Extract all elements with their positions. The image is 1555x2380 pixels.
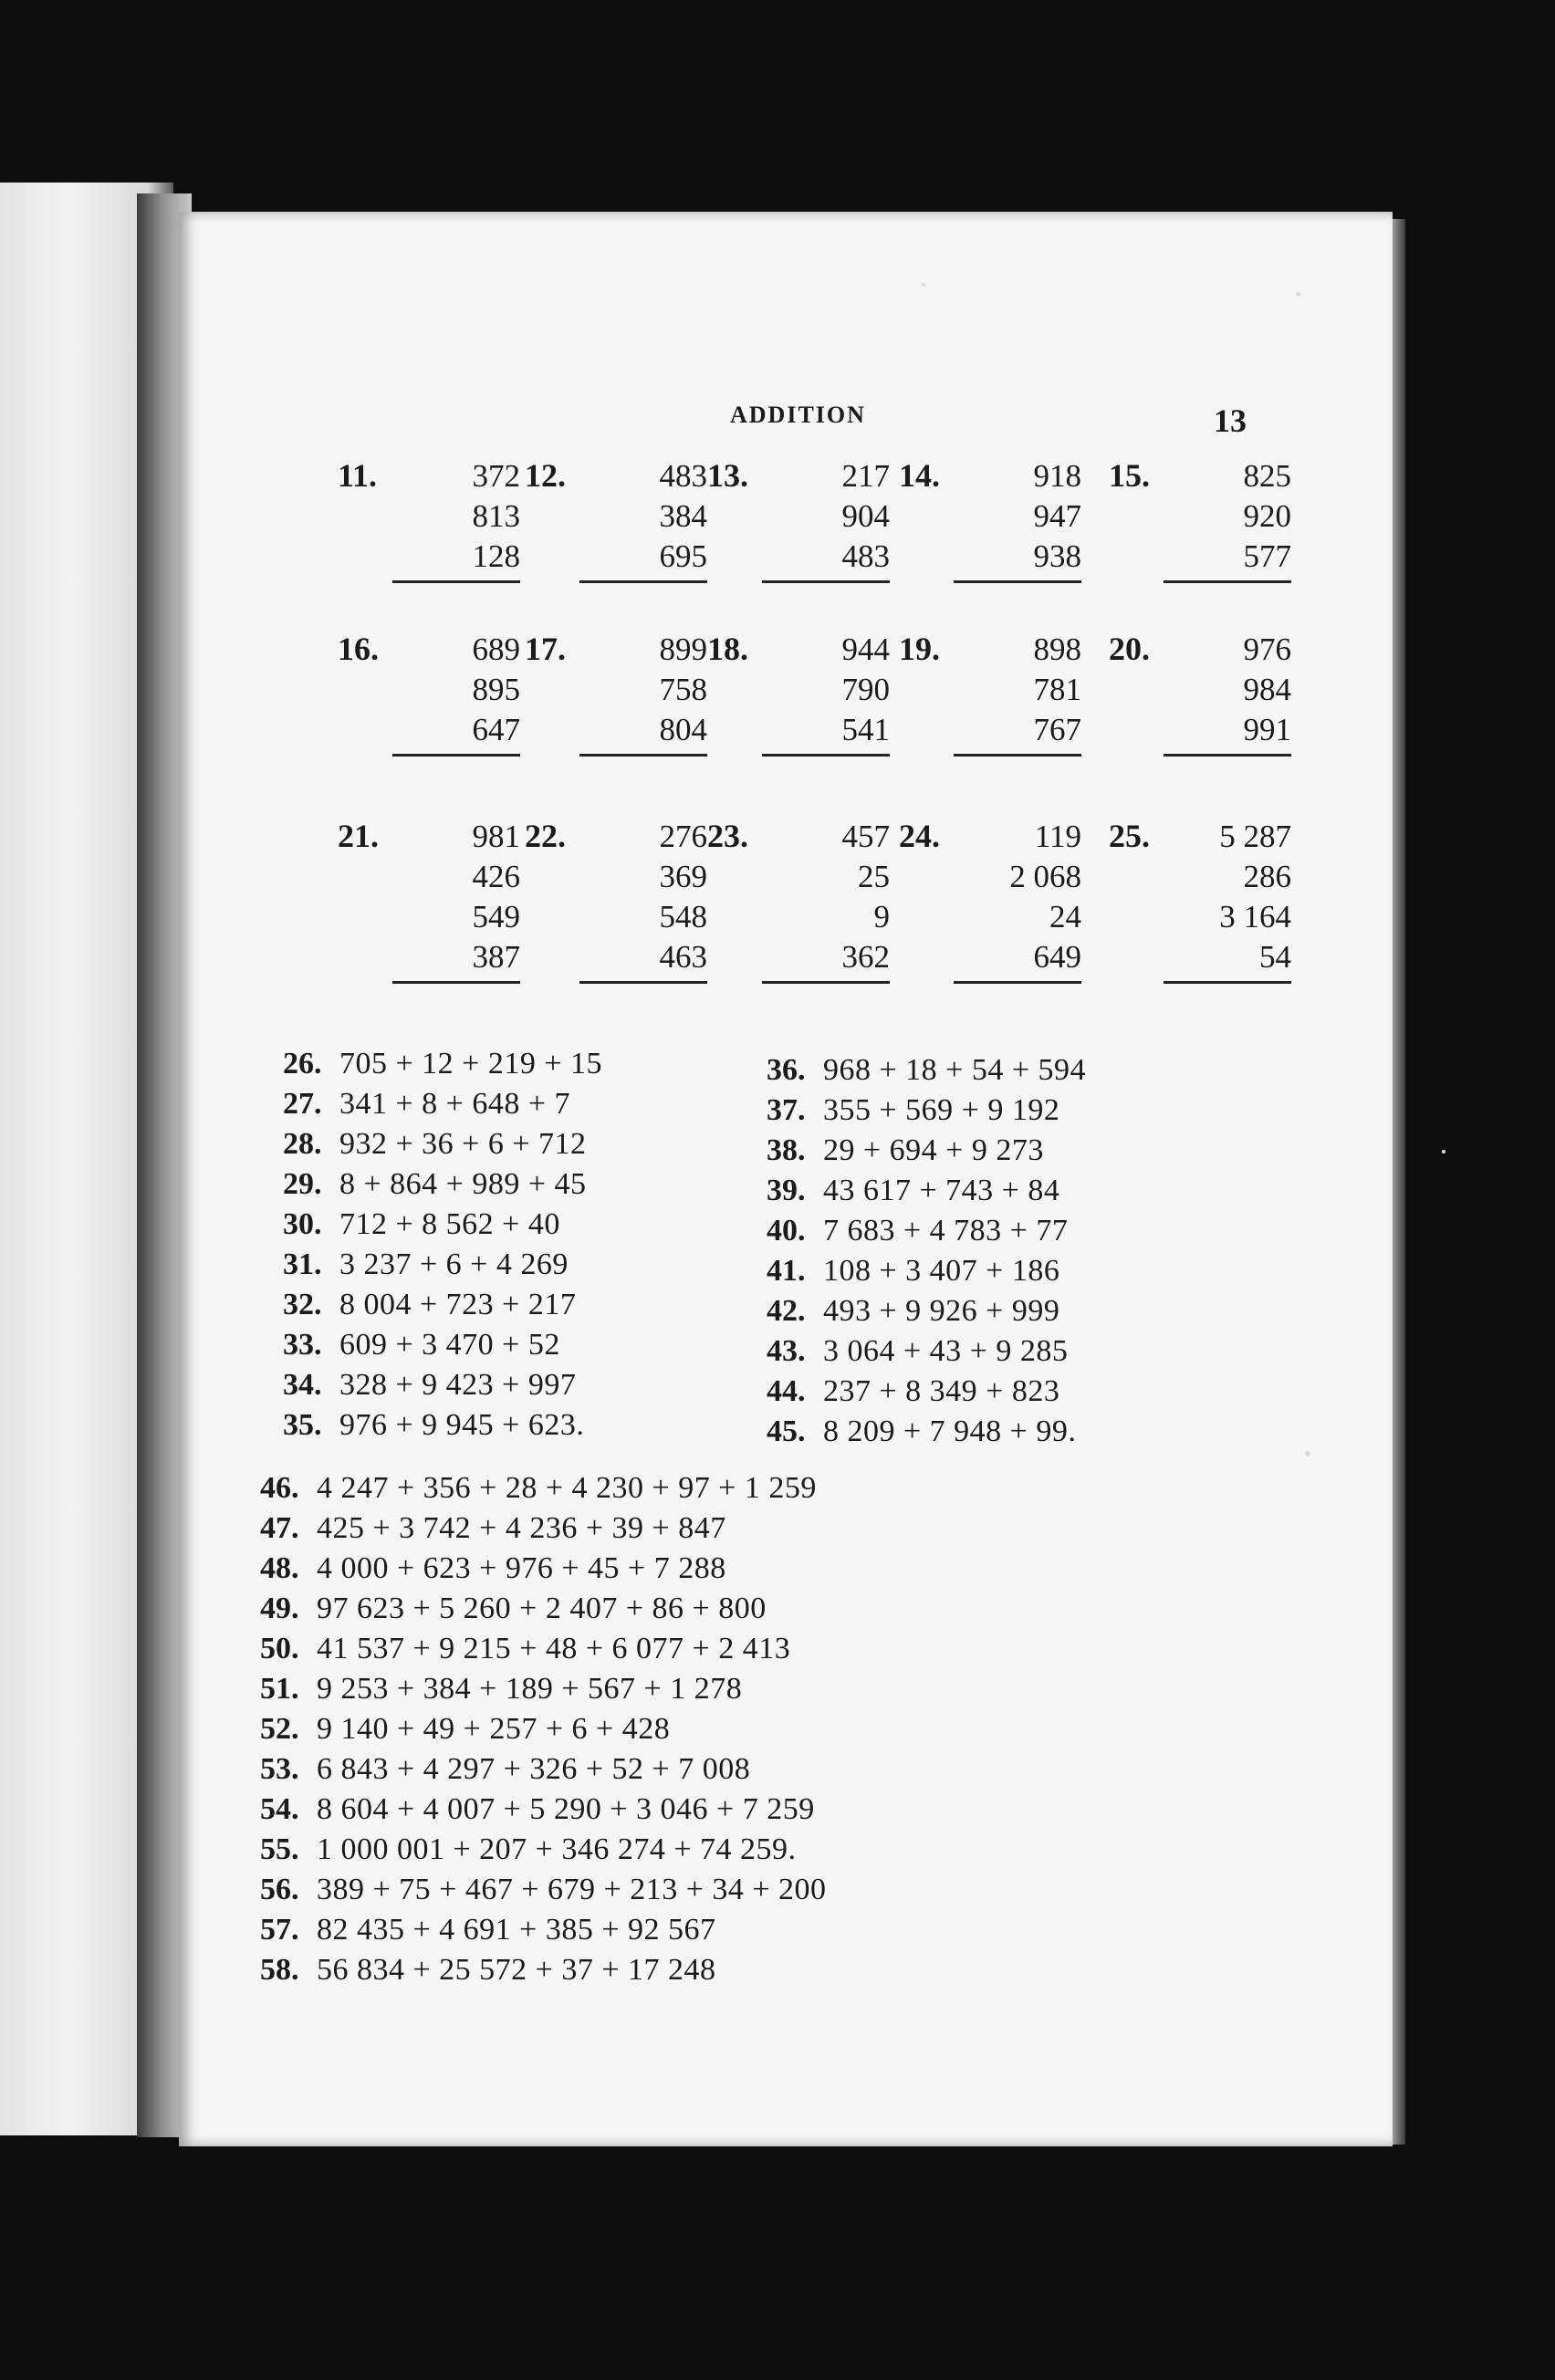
addend: 5 287 xyxy=(1219,819,1291,854)
addend-stack xyxy=(954,817,1081,984)
problem-number: 15. xyxy=(1109,457,1150,494)
addend: 549 xyxy=(472,899,520,934)
addend: 898 xyxy=(1033,632,1081,667)
problem-expression: 8 + 864 + 989 + 45 xyxy=(339,1167,587,1201)
problem-number: 18. xyxy=(707,631,748,667)
problem-expression: 97 623 + 5 260 + 2 407 + 86 + 800 xyxy=(317,1592,767,1625)
row-problem xyxy=(260,1750,750,1789)
problem-number: 46. xyxy=(260,1471,299,1505)
problem-expression: 237 + 8 349 + 823 xyxy=(823,1374,1060,1408)
problem-number: 49. xyxy=(260,1592,299,1625)
problem-expression: 968 + 18 + 54 + 594 xyxy=(823,1053,1087,1087)
row-problem xyxy=(767,1292,1059,1331)
row-problem xyxy=(283,1165,587,1204)
problem-expression: 41 537 + 9 215 + 48 + 6 077 + 2 413 xyxy=(317,1632,791,1665)
problem-number: 43. xyxy=(767,1334,806,1368)
problem-number: 22. xyxy=(525,818,566,854)
column-problem xyxy=(899,817,1081,1008)
addend-stack xyxy=(954,630,1081,757)
problem-expression: 341 + 8 + 648 + 7 xyxy=(339,1087,571,1121)
addend: 758 xyxy=(659,672,707,707)
addend: 217 xyxy=(841,458,890,494)
problem-number: 26. xyxy=(283,1047,322,1080)
column-problem xyxy=(338,630,520,821)
problem-expression: 3 237 + 6 + 4 269 xyxy=(339,1247,569,1281)
column-problem xyxy=(1109,817,1291,1008)
row-problem xyxy=(767,1172,1059,1210)
row-problem xyxy=(283,1406,584,1445)
addend: 895 xyxy=(472,672,520,707)
paper-speck xyxy=(1305,1451,1310,1456)
addend-stack xyxy=(1164,630,1291,757)
problem-expression: 43 617 + 743 + 84 xyxy=(823,1174,1060,1207)
problem-number: 47. xyxy=(260,1511,299,1545)
problem-number: 33. xyxy=(283,1328,322,1362)
paper-speck xyxy=(1442,1150,1445,1153)
addend: 944 xyxy=(841,632,890,667)
row-problem xyxy=(260,1951,716,1989)
problem-expression: 8 209 + 7 948 + 99. xyxy=(823,1414,1077,1448)
addend: 813 xyxy=(472,498,520,534)
column-problem xyxy=(899,630,1081,821)
addend: 426 xyxy=(472,859,520,894)
problem-number: 51. xyxy=(260,1672,299,1706)
addend: 991 xyxy=(1164,710,1291,757)
addend: 483 xyxy=(762,537,890,583)
row-problem xyxy=(283,1045,602,1083)
addend: 387 xyxy=(392,937,520,984)
problem-number: 13. xyxy=(707,457,748,494)
problem-expression: 108 + 3 407 + 186 xyxy=(823,1254,1060,1288)
addend-stack xyxy=(392,630,520,757)
problem-number: 19. xyxy=(899,631,940,667)
page-right-edge xyxy=(1393,219,1405,2145)
column-problem xyxy=(525,456,707,648)
problem-number: 35. xyxy=(283,1408,322,1442)
row-problem xyxy=(283,1366,576,1404)
problem-number: 30. xyxy=(283,1207,322,1241)
addend: 384 xyxy=(659,498,707,534)
addend: 24 xyxy=(1049,899,1081,934)
row-problem xyxy=(283,1085,570,1123)
addend: 918 xyxy=(1033,458,1081,494)
problem-number: 40. xyxy=(767,1214,806,1247)
problem-number: 12. xyxy=(525,457,566,494)
column-problem xyxy=(1109,630,1291,821)
row-problem xyxy=(260,1509,726,1548)
addend: 981 xyxy=(472,819,520,854)
addend: 362 xyxy=(762,937,890,984)
row-problem xyxy=(260,1911,716,1949)
row-problem xyxy=(283,1326,560,1364)
problem-expression: 4 247 + 356 + 28 + 4 230 + 97 + 1 259 xyxy=(317,1471,817,1505)
problem-number: 14. xyxy=(899,457,940,494)
problem-number: 25. xyxy=(1109,818,1150,854)
problem-expression: 705 + 12 + 219 + 15 xyxy=(339,1047,603,1080)
problem-expression: 9 253 + 384 + 189 + 567 + 1 278 xyxy=(317,1672,743,1706)
paper-speck xyxy=(922,283,925,287)
row-problem xyxy=(260,1550,726,1588)
row-problem xyxy=(767,1051,1086,1090)
problem-number: 55. xyxy=(260,1832,299,1866)
addend: 541 xyxy=(762,710,890,757)
addend: 804 xyxy=(579,710,707,757)
problem-expression: 425 + 3 742 + 4 236 + 39 + 847 xyxy=(317,1511,726,1545)
row-problem xyxy=(283,1286,576,1324)
column-problem xyxy=(525,630,707,821)
problem-number: 21. xyxy=(338,818,379,854)
addend: 695 xyxy=(579,537,707,583)
problem-expression: 389 + 75 + 467 + 679 + 213 + 34 + 200 xyxy=(317,1873,827,1906)
problem-number: 27. xyxy=(283,1087,322,1121)
addend-stack xyxy=(762,817,890,984)
problem-number: 39. xyxy=(767,1174,806,1207)
paper-speck xyxy=(1296,292,1300,297)
row-problem xyxy=(767,1252,1059,1290)
problem-number: 48. xyxy=(260,1551,299,1585)
row-problem xyxy=(260,1630,790,1668)
problem-expression: 976 + 9 945 + 623. xyxy=(339,1408,585,1442)
row-problem xyxy=(767,1413,1076,1451)
page-number: 13 xyxy=(1214,402,1247,439)
problem-number: 29. xyxy=(283,1167,322,1201)
addend: 9 xyxy=(873,899,890,934)
problem-number: 11. xyxy=(338,457,378,494)
addend: 128 xyxy=(392,537,520,583)
addend: 647 xyxy=(392,710,520,757)
row-problem xyxy=(260,1790,815,1829)
problem-expression: 3 064 + 43 + 9 285 xyxy=(823,1334,1069,1368)
row-problem xyxy=(283,1246,569,1284)
addend: 767 xyxy=(954,710,1081,757)
addend: 825 xyxy=(1243,458,1291,494)
problem-number: 44. xyxy=(767,1374,806,1408)
problem-expression: 4 000 + 623 + 976 + 45 + 7 288 xyxy=(317,1551,726,1585)
addend: 577 xyxy=(1164,537,1291,583)
problem-expression: 7 683 + 4 783 + 77 xyxy=(823,1214,1069,1247)
problem-number: 41. xyxy=(767,1254,806,1288)
problem-number: 16. xyxy=(338,631,379,667)
row-problem xyxy=(260,1871,827,1909)
problem-expression: 712 + 8 562 + 40 xyxy=(339,1207,560,1241)
row-problem xyxy=(767,1132,1044,1170)
addend-stack xyxy=(762,456,890,583)
running-head: ADDITION xyxy=(730,402,866,428)
problem-number: 36. xyxy=(767,1053,806,1087)
row-problem xyxy=(260,1831,797,1869)
problem-number: 42. xyxy=(767,1294,806,1328)
row-problem xyxy=(260,1469,817,1508)
addend: 689 xyxy=(472,632,520,667)
addend-stack xyxy=(954,456,1081,583)
row-problem xyxy=(260,1710,670,1748)
row-problem xyxy=(283,1206,560,1244)
addend: 372 xyxy=(472,458,520,494)
addend: 947 xyxy=(1033,498,1081,534)
addend: 25 xyxy=(858,859,890,894)
problem-number: 56. xyxy=(260,1873,299,1906)
addend: 938 xyxy=(954,537,1081,583)
column-problem xyxy=(899,456,1081,648)
problem-number: 52. xyxy=(260,1712,299,1746)
problem-expression: 6 843 + 4 297 + 326 + 52 + 7 008 xyxy=(317,1752,751,1786)
addend: 976 xyxy=(1243,632,1291,667)
problem-number: 45. xyxy=(767,1414,806,1448)
problem-expression: 355 + 569 + 9 192 xyxy=(823,1093,1060,1127)
addend: 790 xyxy=(841,672,890,707)
row-problem xyxy=(283,1125,587,1164)
problem-number: 37. xyxy=(767,1093,806,1127)
problem-expression: 8 604 + 4 007 + 5 290 + 3 046 + 7 259 xyxy=(317,1792,815,1826)
addend: 463 xyxy=(579,937,707,984)
problem-expression: 328 + 9 423 + 997 xyxy=(339,1368,577,1402)
row-problem xyxy=(260,1590,767,1628)
addend: 548 xyxy=(659,899,707,934)
column-problem xyxy=(525,817,707,1008)
problem-expression: 8 004 + 723 + 217 xyxy=(339,1288,577,1321)
addend: 457 xyxy=(841,819,890,854)
problem-number: 23. xyxy=(707,818,748,854)
problem-expression: 493 + 9 926 + 999 xyxy=(823,1294,1060,1328)
addend-stack xyxy=(1164,817,1291,984)
row-problem xyxy=(767,1373,1059,1411)
column-problem xyxy=(707,630,890,821)
problem-expression: 56 834 + 25 572 + 37 + 17 248 xyxy=(317,1953,716,1987)
addend: 369 xyxy=(659,859,707,894)
addend-stack xyxy=(579,817,707,984)
column-problem xyxy=(1109,456,1291,648)
addend-stack xyxy=(579,456,707,583)
row-problem xyxy=(767,1091,1059,1130)
column-problem xyxy=(707,817,890,1008)
problem-number: 24. xyxy=(899,818,940,854)
addend: 781 xyxy=(1033,672,1081,707)
addend: 904 xyxy=(841,498,890,534)
problem-number: 38. xyxy=(767,1133,806,1167)
addend: 54 xyxy=(1164,937,1291,984)
problem-number: 31. xyxy=(283,1247,322,1281)
problem-number: 58. xyxy=(260,1953,299,1987)
problem-number: 20. xyxy=(1109,631,1150,667)
problem-expression: 932 + 36 + 6 + 712 xyxy=(339,1127,587,1161)
addend: 2 068 xyxy=(1009,859,1081,894)
problem-number: 50. xyxy=(260,1632,299,1665)
problem-number: 57. xyxy=(260,1913,299,1947)
addend: 899 xyxy=(659,632,707,667)
problem-expression: 9 140 + 49 + 257 + 6 + 428 xyxy=(317,1712,671,1746)
problem-number: 53. xyxy=(260,1752,299,1786)
addend: 920 xyxy=(1243,498,1291,534)
addend: 3 164 xyxy=(1219,899,1291,934)
row-problem xyxy=(260,1670,742,1708)
problem-number: 28. xyxy=(283,1127,322,1161)
addend: 483 xyxy=(659,458,707,494)
addend-stack xyxy=(1164,456,1291,583)
addend-stack xyxy=(392,456,520,583)
row-problem xyxy=(767,1332,1068,1371)
problem-expression: 609 + 3 470 + 52 xyxy=(339,1328,560,1362)
column-problem xyxy=(707,456,890,648)
row-problem xyxy=(767,1212,1068,1250)
addend-stack xyxy=(762,630,890,757)
addend: 649 xyxy=(954,937,1081,984)
problem-expression: 82 435 + 4 691 + 385 + 92 567 xyxy=(317,1913,716,1947)
addend: 119 xyxy=(1034,819,1081,854)
problem-number: 54. xyxy=(260,1792,299,1826)
column-problem xyxy=(338,456,520,648)
problem-number: 17. xyxy=(525,631,566,667)
addend: 276 xyxy=(659,819,707,854)
addend-stack xyxy=(392,817,520,984)
problem-number: 34. xyxy=(283,1368,322,1402)
addend-stack xyxy=(579,630,707,757)
addend: 984 xyxy=(1243,672,1291,707)
addend: 286 xyxy=(1243,859,1291,894)
problem-expression: 1 000 001 + 207 + 346 274 + 74 259. xyxy=(317,1832,797,1866)
column-problem xyxy=(338,817,520,1008)
problem-number: 32. xyxy=(283,1288,322,1321)
problem-expression: 29 + 694 + 9 273 xyxy=(823,1133,1044,1167)
